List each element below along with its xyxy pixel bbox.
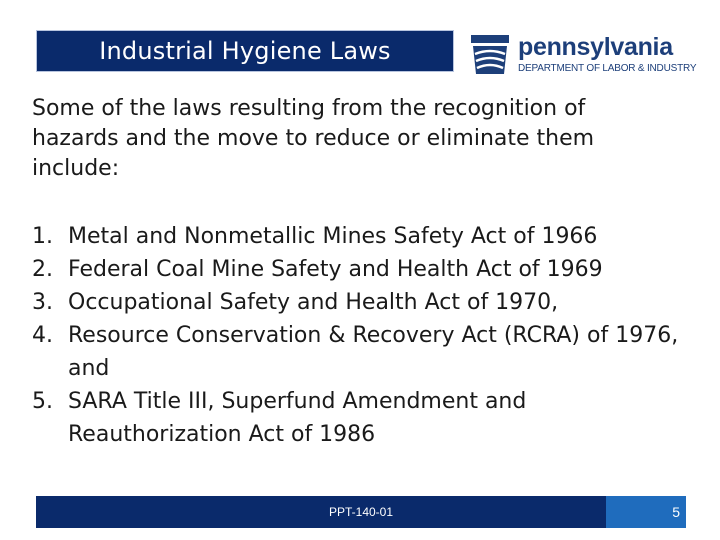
list-item bbox=[32, 220, 682, 253]
list-item bbox=[32, 319, 682, 385]
slide-title-bar bbox=[36, 30, 454, 72]
logo-department: DEPARTMENT OF LABOR & INDUSTRY bbox=[518, 63, 697, 74]
list-item-text: SARA Title III, Superfund Amendment and Reauthorization Act of 1986 bbox=[68, 389, 527, 447]
keystone-icon bbox=[468, 32, 512, 76]
list-item-text: Resource Conservation & Recovery Act (RCRA) of 1976, and bbox=[68, 323, 679, 381]
intro-paragraph: Some of the laws resulting from the recognition of hazards and the move to reduce or eliminate them include: bbox=[32, 96, 595, 181]
list-item-number: 1. bbox=[32, 224, 53, 249]
list-item-number: 2. bbox=[32, 257, 53, 282]
logo-name: pennsylvania bbox=[518, 33, 673, 61]
list-item bbox=[32, 385, 682, 451]
page-number: 5 bbox=[672, 504, 680, 520]
pennsylvania-logo bbox=[468, 32, 698, 76]
list-item-number: 3. bbox=[32, 290, 53, 315]
list-item bbox=[32, 253, 682, 286]
list-item-text: Federal Coal Mine Safety and Health Act of 1969 bbox=[68, 257, 603, 282]
footer-code: PPT-140-01 bbox=[328, 505, 394, 519]
list-item-number: 5. bbox=[32, 389, 53, 414]
list-item-number: 4. bbox=[32, 323, 53, 348]
slide-title: Industrial Hygiene Laws bbox=[99, 37, 391, 65]
law-list bbox=[32, 220, 682, 451]
list-item-text: Metal and Nonmetallic Mines Safety Act of 1966 bbox=[68, 224, 598, 249]
list-item bbox=[32, 286, 682, 319]
list-item-text: Occupational Safety and Health Act of 1970, bbox=[68, 290, 559, 315]
